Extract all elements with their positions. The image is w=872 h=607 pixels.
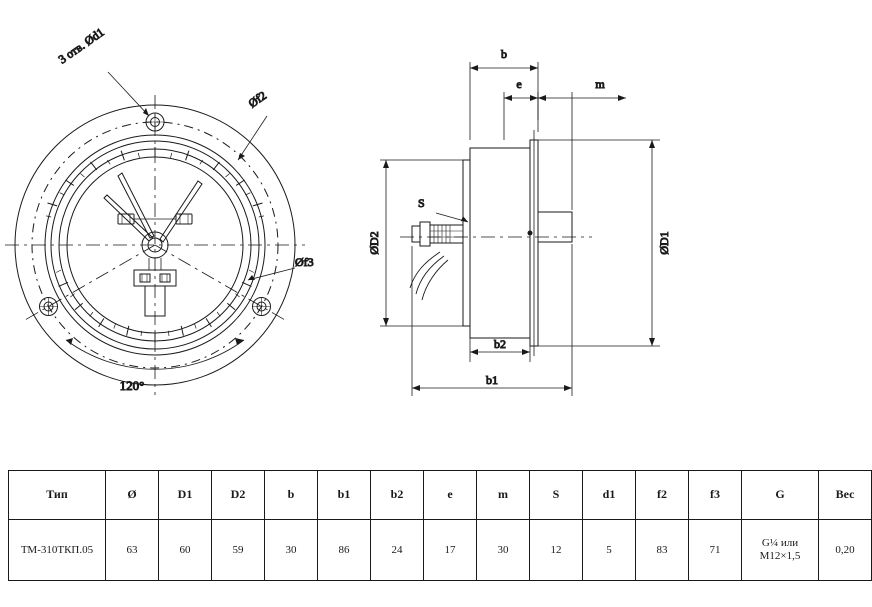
center-mark — [528, 231, 533, 236]
table-header-row — [9, 471, 872, 520]
cell-G — [742, 520, 819, 581]
header-e: e — [424, 471, 477, 520]
header-weight: Вес — [819, 471, 872, 520]
spec-table — [8, 470, 872, 581]
cell-f3: 71 — [689, 520, 742, 581]
dim-m — [538, 92, 626, 210]
cell-S: 12 — [530, 520, 583, 581]
front-view — [5, 25, 314, 395]
f3-label: Øf3 — [295, 255, 314, 269]
cell-b1: 86 — [318, 520, 371, 581]
dim-e-label: e — [516, 77, 522, 91]
cell-weight: 0,20 — [819, 520, 872, 581]
dim-e — [504, 92, 538, 140]
cell-b: 30 — [265, 520, 318, 581]
dim-b-label: b — [501, 47, 507, 61]
header-m: m — [477, 471, 530, 520]
cell-type: ТМ-310ТКП.05 — [9, 520, 106, 581]
cell-G-line1: G¼ или — [761, 537, 799, 550]
cell-diameter: 63 — [106, 520, 159, 581]
header-diameter: Ø — [106, 471, 159, 520]
header-b: b — [265, 471, 318, 520]
cell-d1: 5 — [583, 520, 636, 581]
spec-table-container — [8, 470, 855, 581]
cell-D2: 59 — [212, 520, 265, 581]
header-type: Тип — [9, 471, 106, 520]
cell-m: 30 — [477, 520, 530, 581]
f2-label: Øf2 — [245, 88, 270, 111]
header-D2: D2 — [212, 471, 265, 520]
header-f2: f2 — [636, 471, 689, 520]
dim-D1-label: ØD1 — [657, 231, 671, 255]
header-b1: b1 — [318, 471, 371, 520]
front-leaders — [108, 72, 295, 280]
cell-G-line2: M12×1,5 — [759, 550, 801, 562]
holes-note-label: 3 отв. Ød1 — [55, 24, 107, 67]
header-d1: d1 — [583, 471, 636, 520]
cell-D1: 60 — [159, 520, 212, 581]
side-view — [367, 47, 671, 396]
cell-b2: 24 — [371, 520, 424, 581]
rear-flange — [463, 160, 470, 326]
header-D1: D1 — [159, 471, 212, 520]
header-b2: b2 — [371, 471, 424, 520]
header-G: G — [742, 471, 819, 520]
header-f3: f3 — [689, 471, 742, 520]
table-row — [9, 520, 872, 581]
cable-leads — [410, 252, 448, 300]
case-body — [470, 148, 530, 338]
cell-f2: 83 — [636, 520, 689, 581]
dim-D2-label: ØD2 — [367, 231, 381, 255]
header-S: S — [530, 471, 583, 520]
cell-e: 17 — [424, 520, 477, 581]
dim-b1-label: b1 — [486, 373, 498, 387]
front-center-lines — [5, 95, 305, 395]
s-label: S — [418, 196, 425, 210]
dim-b2-label: b2 — [494, 337, 506, 351]
angle-label: 120° — [119, 378, 145, 393]
dim-m-label: m — [595, 77, 605, 91]
dim-D1 — [538, 140, 660, 346]
rear-spigot — [538, 212, 572, 242]
process-connection — [412, 222, 463, 246]
